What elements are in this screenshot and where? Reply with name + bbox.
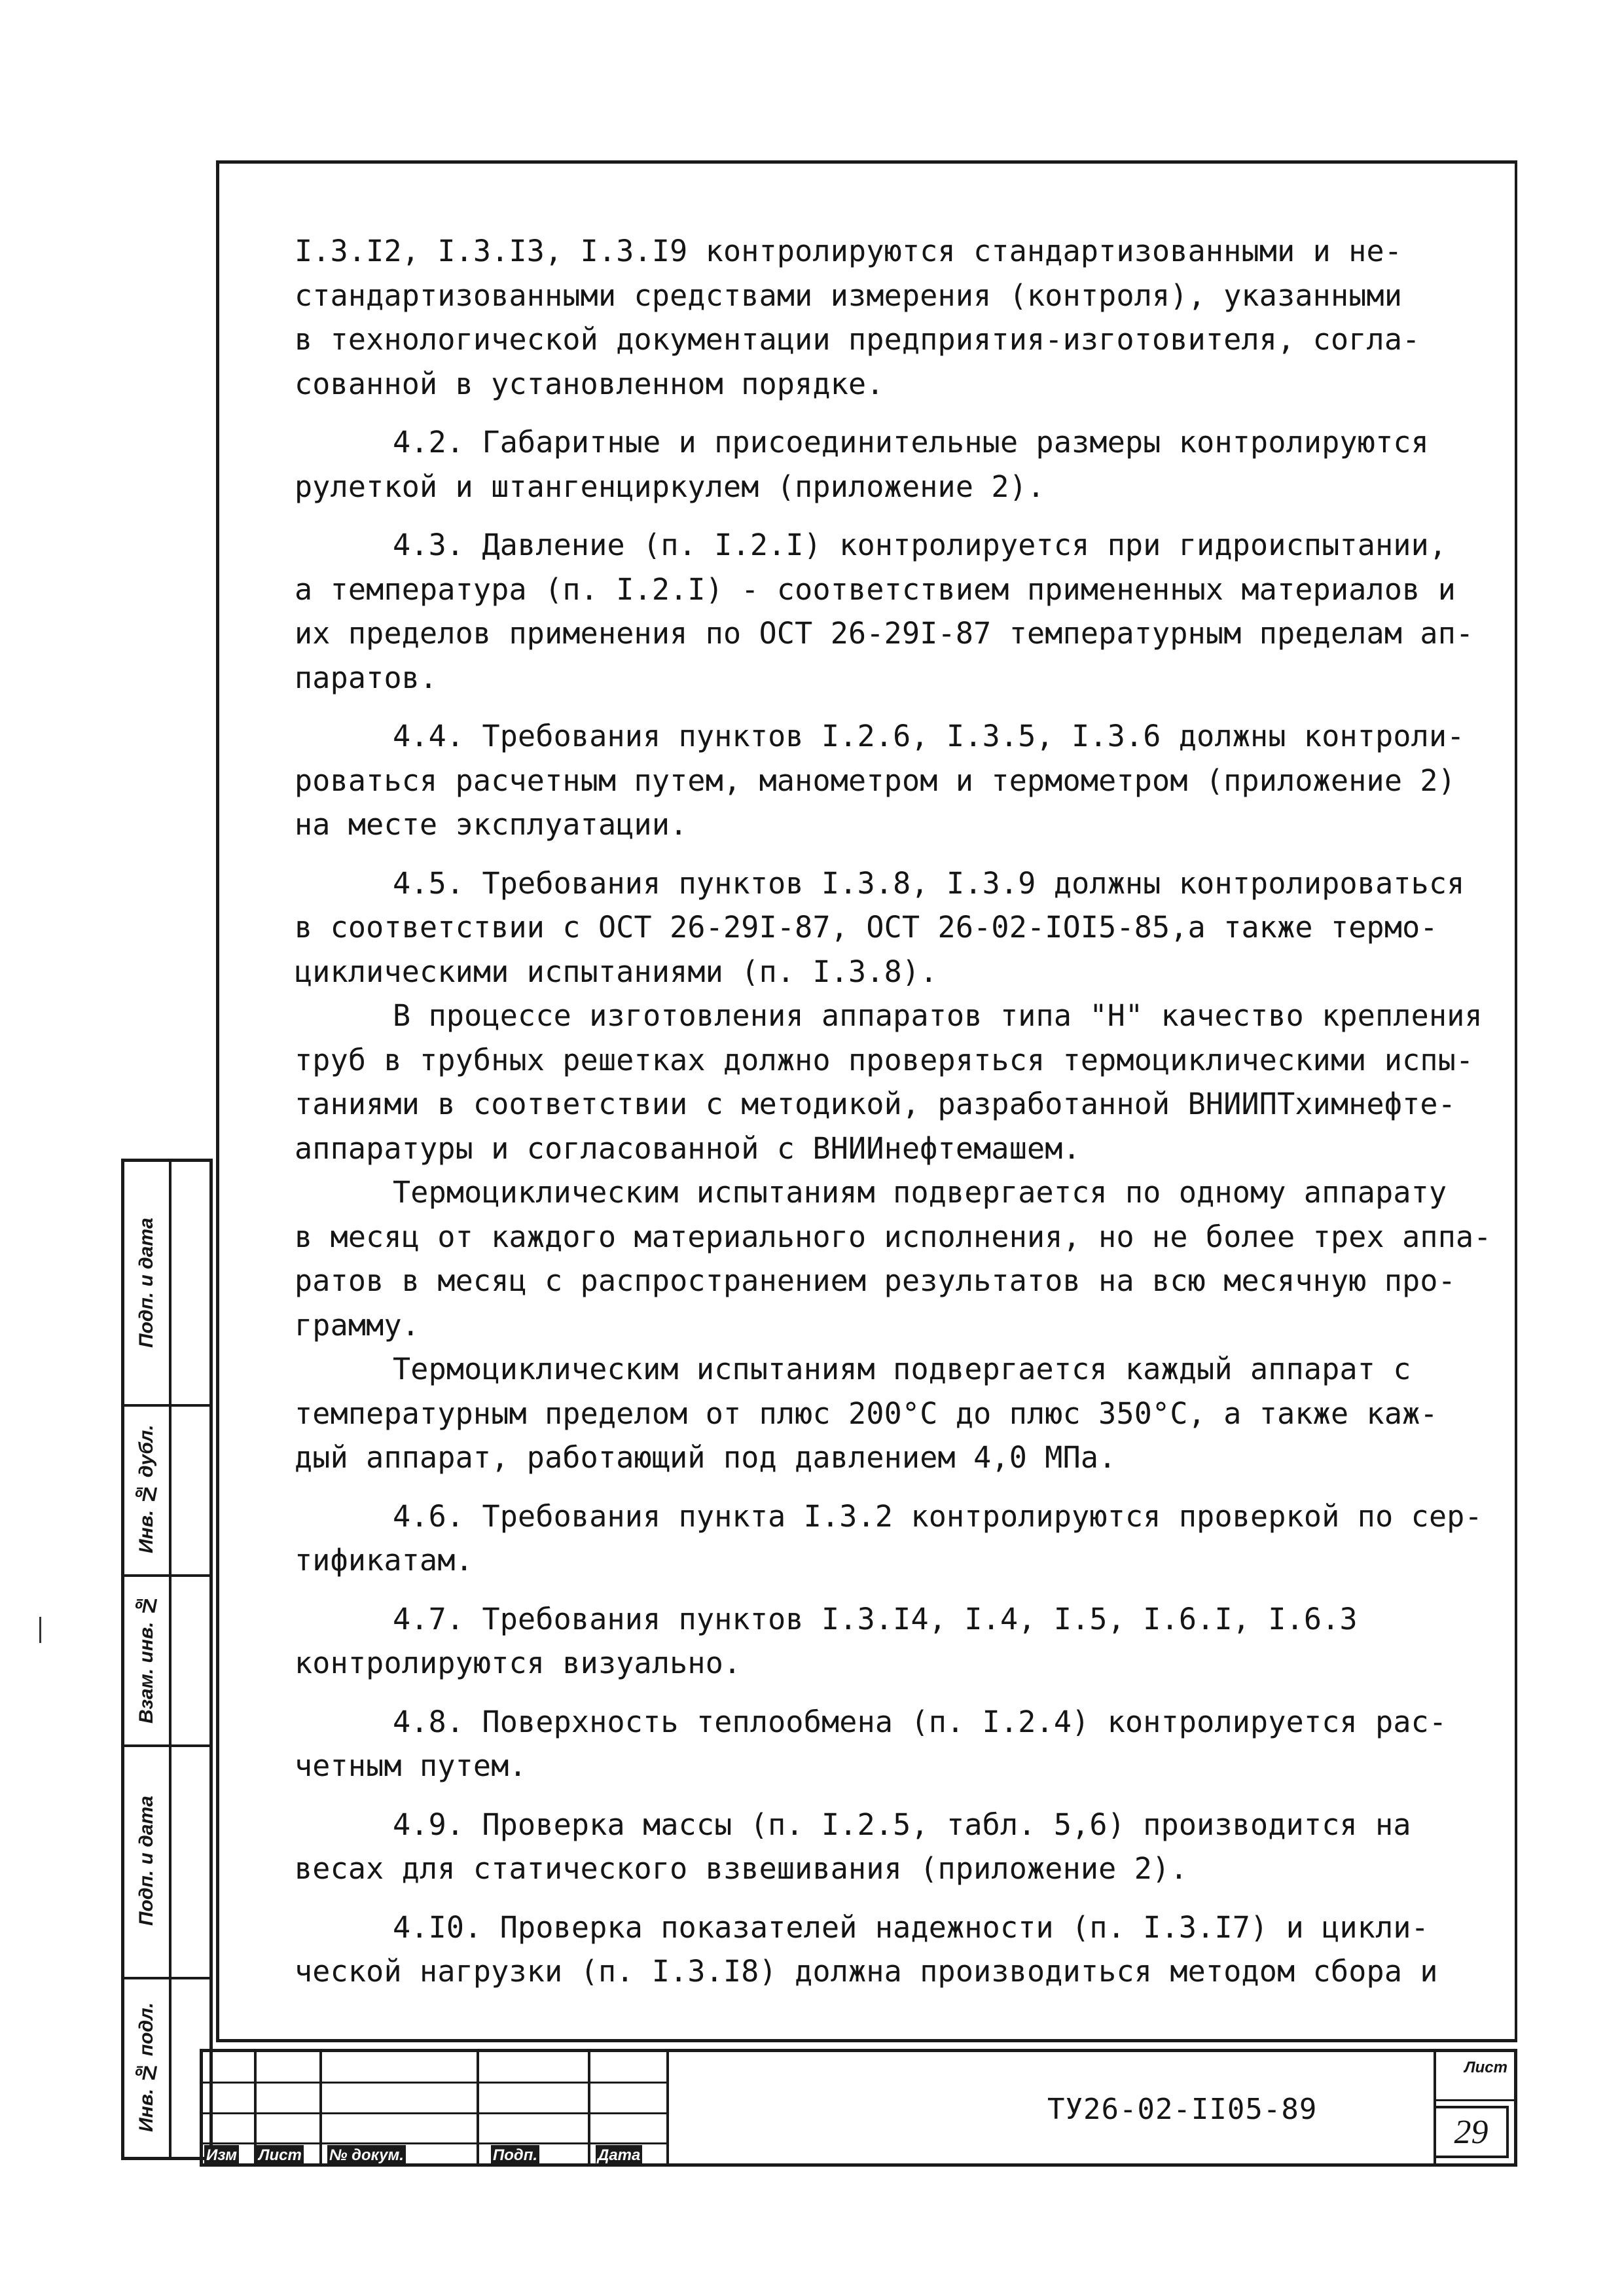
text-line: ческой нагрузки (п. I.3.I8) должна производиться методом сбора и: [295, 1954, 1438, 1989]
paragraph: [295, 1597, 1499, 1686]
title-block-row-line: [1434, 2099, 1515, 2101]
text-line: четным путем.: [295, 1748, 527, 1783]
title-block-row-line: [203, 2142, 666, 2144]
paragraph: [295, 1700, 1499, 1788]
paragraph: [295, 420, 1499, 509]
text-line: грамму.: [295, 1307, 420, 1343]
text-line: 4.I0. Проверка показателей надежности (п. I.3.I7) и цикли-: [393, 1909, 1429, 1945]
text-line: в соответствии с ОСТ 26-29I-87, ОСТ 26-02-IOI5-85,а также термо-: [295, 910, 1438, 945]
text-line: Термоциклическим испытаниям подвергается каждый аппарат с: [393, 1352, 1411, 1386]
paragraph: [295, 1905, 1499, 1994]
text-line: рулеткой и штангенциркулем (приложение 2).: [295, 469, 1045, 504]
text-line: 4.6. Требования пункта I.3.2 контролируются проверкой по сер-: [393, 1498, 1483, 1534]
text-line: роваться расчетным путем, манометром и термометром (приложение 2): [295, 763, 1456, 798]
text-line: труб в трубных решетках должно проверяться термоциклическими испы-: [295, 1042, 1474, 1077]
text-line: циклическими испытаниями (п. I.3.8).: [295, 954, 938, 989]
text-line: 4.9. Проверка массы (п. I.2.5, табл. 5,6) производится на: [393, 1807, 1411, 1842]
text-line: контролируются визуально.: [295, 1646, 742, 1680]
side-stamp: [121, 1159, 213, 2160]
paragraph: [295, 1803, 1499, 1891]
col-label-sheet: Лист: [257, 2145, 304, 2166]
text-line: I.3.I2, I.3.I3, I.3.I9 контролируются стандартизованными и не-: [295, 234, 1403, 268]
text-line: в месяц от каждого материального исполнения, но не более трех аппа-: [295, 1219, 1492, 1254]
side-stamp-divider: [169, 1162, 171, 2157]
text-line: их пределов применения по ОСТ 26-29I-87 температурным пределам ап-: [295, 616, 1474, 651]
title-block-divider: [319, 2052, 322, 2163]
title-block-divider: [666, 2052, 669, 2163]
text-line: таниями в соответствии с методикой, разработанной ВНИИПТхимнефте-: [295, 1087, 1456, 1121]
title-block-row-line: [203, 2082, 666, 2084]
col-label-change: Изм: [204, 2145, 239, 2166]
paragraph: [295, 1170, 1499, 1347]
text-line: 4.2. Габаритные и присоединительные размеры контролируются: [393, 425, 1429, 460]
col-label-doc-number: № докум.: [327, 2145, 406, 2166]
title-block-divider: [477, 2052, 479, 2163]
side-label-replace-inv: Взам. инв. №: [135, 1595, 157, 1724]
text-line: в технологической документации предприятия-изготовителя, согла-: [295, 322, 1420, 357]
paragraph: [295, 994, 1499, 1170]
text-line: 4.7. Требования пунктов I.3.I4, I.4, I.5, I.6.I, I.6.3: [393, 1601, 1358, 1636]
side-label-orig-inv: Инв. № подл.: [135, 2002, 157, 2132]
scan-mark: [39, 1617, 41, 1643]
paragraph: [295, 523, 1499, 700]
text-line: температурным пределом от плюс 200°С до плюс 350°С, а также каж-: [295, 1396, 1438, 1431]
paragraph: [295, 229, 1499, 406]
text-line: аппаратуры и согласованной с ВНИИнефтемашем.: [295, 1130, 1081, 1166]
paragraph: [295, 1494, 1499, 1583]
side-label-dup-inv: Инв. № дубл.: [135, 1424, 157, 1554]
text-line: стандартизованными средствами измерения (контроля), указанными: [295, 278, 1403, 313]
text-line: Термоциклическим испытаниям подвергается по одному аппарату: [393, 1175, 1447, 1210]
paragraph: [295, 1347, 1499, 1480]
text-line: весах для статического взвешивания (приложение 2).: [295, 1851, 1188, 1886]
text-line: на месте эксплуатации.: [295, 807, 688, 842]
document-code: ТУ26-02-II05-89: [1047, 2093, 1318, 2126]
text-line: ратов в месяц с распространением результатов на всю месячную про-: [295, 1263, 1456, 1298]
title-block-row-line: [203, 2112, 666, 2114]
side-label-sign-date-2: Подп. и дата: [135, 1796, 157, 1926]
text-line: 4.5. Требования пунктов I.3.8, I.3.9 должны контролироваться: [393, 865, 1465, 901]
text-line: сованной в установленном порядке.: [295, 366, 884, 401]
text-line: 4.4. Требования пунктов I.2.6, I.3.5, I.3.6 должны контроли-: [393, 719, 1465, 753]
paragraph: [295, 714, 1499, 847]
sheet-number: 29: [1434, 2106, 1509, 2158]
side-label-sign-date-1: Подп. и дата: [135, 1218, 157, 1348]
text-line: паратов.: [295, 660, 438, 695]
text-line: а температура (п. I.2.I) - соответствием примененных материалов и: [295, 571, 1456, 607]
document-body: [295, 229, 1499, 1994]
title-block: [200, 2049, 1517, 2167]
title-block-divider: [588, 2052, 590, 2163]
text-line: 4.3. Давление (п. I.2.I) контролируется при гидроиспытании,: [393, 528, 1447, 562]
text-line: тификатам.: [295, 1543, 473, 1578]
col-label-date: Дата: [596, 2145, 642, 2166]
text-line: 4.8. Поверхность теплообмена (п. I.2.4) контролируется рас-: [393, 1704, 1447, 1739]
col-label-signature: Подп.: [491, 2145, 539, 2166]
paragraph: [295, 861, 1499, 994]
text-line: В процессе изготовления аппаратов типа "Н" качество крепления: [393, 998, 1483, 1033]
sheet-label: Лист: [1464, 2059, 1507, 2076]
text-line: дый аппарат, работающий под давлением 4,0 МПа.: [295, 1440, 1117, 1475]
